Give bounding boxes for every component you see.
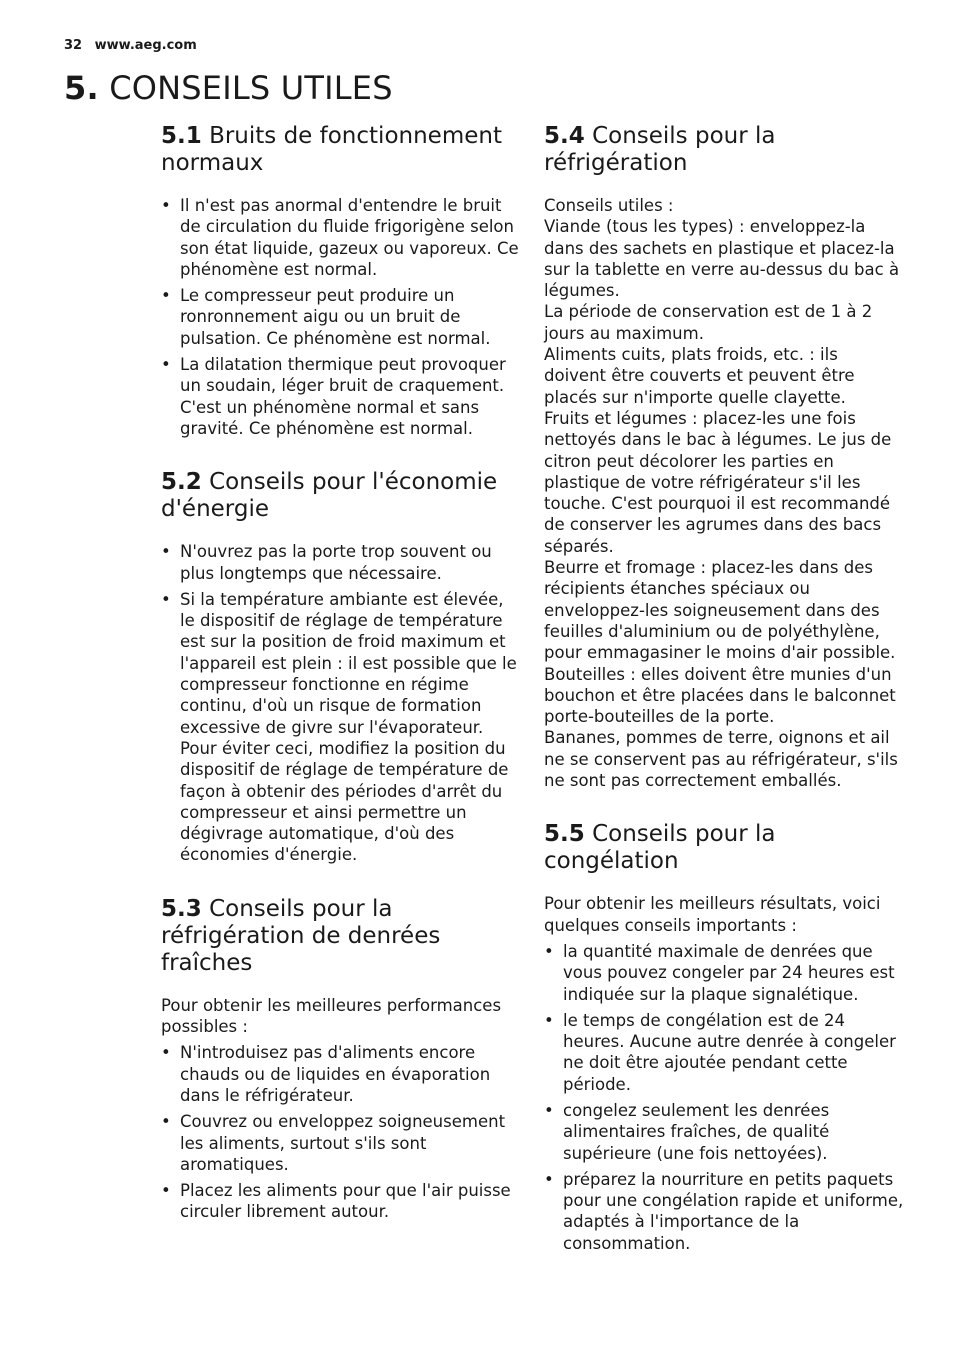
list-item-text: Le compresseur peut produire un ronronnement aigu ou un bruit de pulsation. Ce phénomène est normal. bbox=[180, 286, 491, 348]
list-item bbox=[161, 1111, 521, 1175]
page-number: 32 bbox=[64, 38, 83, 53]
section-heading bbox=[161, 896, 521, 977]
list-item-text: préparez la nourriture en petits paquets pour une congélation rapide et uniforme, adaptés à l'importance de la consommation. bbox=[563, 1169, 904, 1253]
list-item-text: N'introduisez pas d'aliments encore chauds ou de liquides en évaporation dans le réfrigérateur. bbox=[180, 1043, 491, 1105]
paragraph-line: Beurre et fromage : placez-les dans des récipients étanches spéciaux ou enveloppez-les soigneusement dans des feuilles d'aluminium ou de polyéthylène, pour emmagasiner le moins d'air possible. bbox=[544, 558, 896, 663]
section-heading bbox=[544, 123, 904, 177]
section-5-2 bbox=[161, 469, 521, 865]
paragraph-line: La période de conservation est de 1 à 2 jours au maximum. bbox=[544, 302, 873, 343]
section-title: Conseils pour la réfrigération de denrées fraîches bbox=[161, 895, 441, 976]
section-number: 5.3 bbox=[161, 895, 202, 922]
bullet-icon: • bbox=[544, 941, 554, 961]
chapter-title bbox=[64, 64, 393, 112]
list-item bbox=[161, 1180, 521, 1223]
bullet-icon: • bbox=[161, 1181, 171, 1201]
list-item bbox=[161, 1042, 521, 1106]
list-item bbox=[161, 285, 521, 349]
section-5-1 bbox=[161, 123, 521, 439]
section-heading bbox=[161, 469, 521, 523]
list-item bbox=[544, 1169, 904, 1254]
bullet-icon: • bbox=[161, 542, 171, 562]
section-5-4 bbox=[544, 123, 904, 791]
paragraph-line: Bananes, pommes de terre, oignons et ail ne se conservent pas au réfrigérateur, s'ils ne sont pas correctement emballés. bbox=[544, 728, 898, 791]
list-item bbox=[544, 1100, 904, 1164]
list-item-text: la quantité maximale de denrées que vous pouvez congeler par 24 heures est indiquée sur la plaque signalétique. bbox=[563, 941, 895, 1004]
chapter-title-text: CONSEILS UTILES bbox=[109, 69, 393, 107]
paragraph-line: Fruits et légumes : placez-les une fois nettoyés dans le bac à légumes. Le jus de citron peut décolorer les parties en plastique de votre réfrigérateur s'il les touche. C'est pourquoi il est recommandé de conserver les agrumes dans des bacs séparés. bbox=[544, 408, 892, 556]
section-number: 5.5 bbox=[544, 821, 585, 848]
list-item bbox=[544, 941, 904, 1005]
section-number: 5.4 bbox=[544, 123, 585, 149]
bullet-icon: • bbox=[161, 286, 171, 306]
bullet-list bbox=[544, 941, 904, 1254]
bullet-list bbox=[161, 1042, 521, 1222]
list-item bbox=[544, 1010, 904, 1095]
section-intro: Pour obtenir les meilleures performances possibles : bbox=[161, 995, 502, 1037]
section-title: Conseils pour la congélation bbox=[544, 821, 776, 875]
bullet-icon: • bbox=[544, 1169, 554, 1189]
list-item-text: N'ouvrez pas la porte trop souvent ou plus longtemps que nécessaire. bbox=[180, 542, 492, 583]
section-5-5 bbox=[544, 821, 904, 1254]
list-item bbox=[161, 589, 521, 866]
section-number: 5.2 bbox=[161, 469, 202, 496]
bullet-icon: • bbox=[161, 196, 171, 215]
section-title: Bruits de fonctionnement normaux bbox=[161, 123, 502, 176]
left-column bbox=[161, 123, 521, 1253]
list-item-text: Couvrez ou enveloppez soigneusement les aliments, surtout s'ils sont aromatiques. bbox=[180, 1112, 506, 1174]
page-header bbox=[64, 38, 197, 53]
list-item-text: Il n'est pas anormal d'entendre le bruit de circulation du fluide frigorigène selon son état liquide, gazeux ou vaporeux. Ce phénomène est normal. bbox=[180, 196, 519, 279]
paragraph-line: Viande (tous les types) : enveloppez-la dans des sachets en plastique et placez-la sur la tablette en verre au-dessus du bac à légumes. bbox=[544, 217, 900, 301]
list-item-text: congelez seulement les denrées alimentaires fraîches, de qualité supérieure (une fois nettoyées). bbox=[563, 1100, 830, 1163]
section-title: Conseils pour la réfrigération bbox=[544, 123, 776, 176]
bullet-icon: • bbox=[161, 355, 171, 375]
right-column bbox=[544, 123, 904, 1284]
section-title: Conseils pour l'économie d'énergie bbox=[161, 469, 498, 523]
bullet-icon: • bbox=[161, 1043, 171, 1063]
section-intro: Pour obtenir les meilleurs résultats, voici quelques conseils importants : bbox=[544, 894, 881, 935]
bullet-icon: • bbox=[544, 1010, 554, 1030]
section-5-3 bbox=[161, 896, 521, 1223]
bullet-list bbox=[161, 195, 521, 439]
bullet-icon: • bbox=[161, 589, 171, 609]
list-item-text: La dilatation thermique peut provoquer un soudain, léger bruit de craquement. C'est un phénomène normal et sans gravité. Ce phénomène est normal. bbox=[180, 355, 506, 438]
list-item bbox=[161, 354, 521, 439]
list-item bbox=[161, 195, 521, 280]
list-item-text: le temps de congélation est de 24 heures. Aucune autre denrée à congeler ne doit être ajoutée pendant cette période. bbox=[563, 1010, 896, 1094]
list-item-text: Placez les aliments pour que l'air puisse circuler librement autour. bbox=[180, 1181, 511, 1222]
chapter-number: 5. bbox=[64, 69, 99, 107]
list-item bbox=[161, 541, 521, 584]
paragraph-line: Aliments cuits, plats froids, etc. : ils doivent être couverts et peuvent être placés sur n'importe quelle clayette. bbox=[544, 345, 855, 407]
bullet-icon: • bbox=[161, 1112, 171, 1132]
bullet-icon: • bbox=[544, 1100, 554, 1120]
section-heading bbox=[544, 821, 904, 875]
bullet-list bbox=[161, 541, 521, 865]
paragraph-line: Bouteilles : elles doivent être munies d'un bouchon et être placées dans le balconnet porte-bouteilles de la porte. bbox=[544, 664, 896, 727]
website-url: www.aeg.com bbox=[94, 38, 197, 53]
section-heading bbox=[161, 123, 521, 177]
section-number: 5.1 bbox=[161, 123, 202, 149]
list-item-text: Si la température ambiante est élevée, le dispositif de réglage de température est sur la position de froid maximum et l'appareil est plein : il est possible que le compresseur fonctionne en régime continu, d'où un risque de formation excessive de givre sur l'évaporateur. Pour éviter ceci, modifiez la position du dispositif de réglage de température de façon à obtenir des périodes d'arrêt du compresseur et ainsi permettre un dégivrage automatique, d'où des économies d'énergie. bbox=[180, 589, 517, 865]
paragraph-line: Conseils utiles : bbox=[544, 196, 674, 215]
